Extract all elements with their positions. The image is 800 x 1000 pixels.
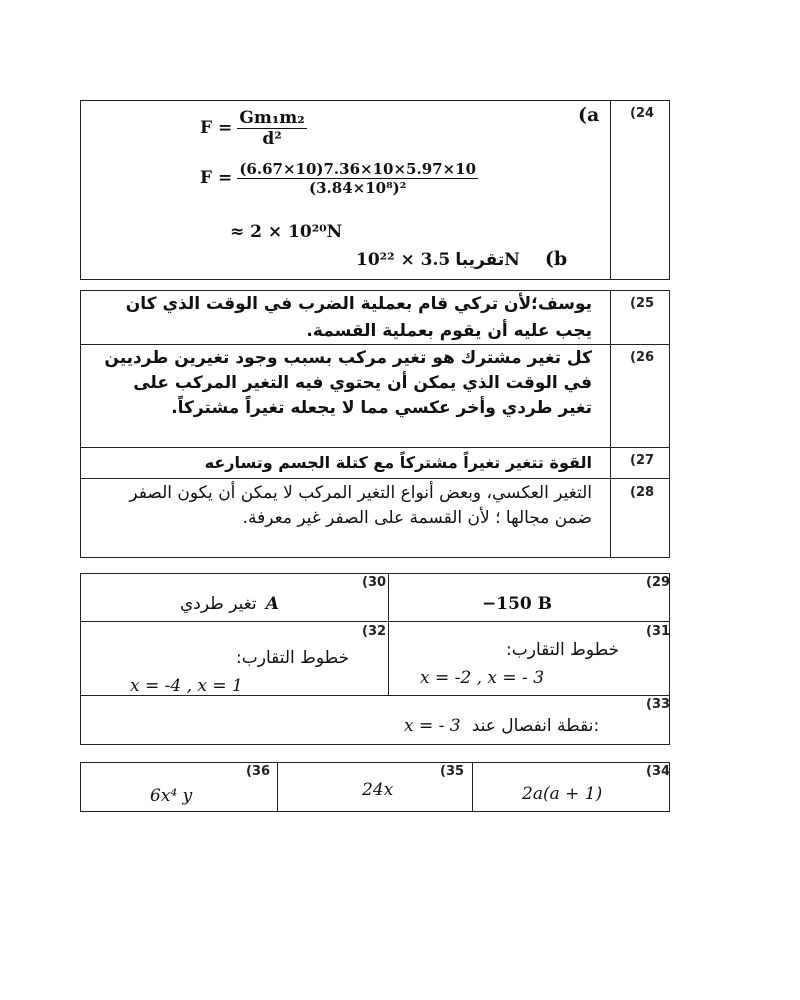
q24-divider: [610, 100, 611, 280]
q24-subst-numerator: (6.67×10)7.36×10×5.97×10: [239, 160, 477, 178]
q36-answer: 6x⁴ y: [150, 786, 193, 806]
q31-label: خطوط التقارب:: [506, 640, 620, 660]
q24-part-b-label: (b: [544, 248, 568, 270]
q30-choice: A: [265, 594, 279, 614]
q24-subst-denominator: (3.84×10⁸)²: [309, 179, 407, 197]
q33-number: (33: [646, 697, 671, 712]
q28-number: (28: [630, 485, 655, 500]
q24-formula-numerator: Gm₁m₂: [239, 108, 305, 128]
q28-answer: التغير العكسي، وبعض أنواع التغير المركب لا يمكن أن يكون الصفر ضمن مجالها ؛ لأن القسمة على الصفر غير معرفة.: [129, 483, 592, 528]
q24-substitution: [200, 160, 478, 197]
q32-number: (32: [362, 624, 387, 639]
q33-label: نقطة انفصال عند:: [471, 716, 600, 736]
q24-result-a: ≈ 2 × 10²⁰N: [230, 222, 343, 242]
q30-number: (30: [362, 575, 387, 590]
q24-part-a-label: (a: [578, 104, 600, 126]
q32-values: x = -4 , x = 1: [130, 676, 243, 696]
q25-28-divider: [610, 290, 611, 558]
q31-number: (31: [646, 624, 671, 639]
q24-formula-denominator: d²: [262, 129, 282, 149]
q36-number: (36: [246, 764, 271, 779]
q34-answer: 2a(a + 1): [522, 784, 603, 804]
q33-values: x = - 3: [404, 716, 461, 736]
q34-number: (34: [646, 764, 671, 779]
q27-bottom-line: [80, 478, 670, 479]
q24-formula-lhs: F =: [200, 118, 233, 138]
q27-number: (27: [630, 453, 655, 468]
q24-formula-fraction: [237, 108, 306, 149]
q29-answer: −150 B: [482, 594, 553, 614]
q33-answer-row: [404, 716, 599, 736]
q24-formula: [200, 108, 307, 149]
q24-result-b-word: تقريبا: [455, 250, 505, 270]
q29-33-center-divider: [388, 573, 389, 695]
q30-answer-row: [180, 594, 279, 614]
q25-answer: يوسف؛لأن تركي قام بعملية الضرب في الوقت الذي كان يجب عليه أن يقوم بعملية القسمة.: [125, 294, 592, 341]
q24-subst-lhs: F =: [200, 168, 233, 188]
q26-answer: كل تغير مشترك هو تغير مركب بسبب وجود تغيرين طرديين في الوقت الذي يمكن أن يحتوي فيه التغير المركب على تغير طردي وأخر عكسي مما لا يجعله تغيراً مشتركاً.: [104, 348, 592, 418]
q29-row-bottom: [80, 621, 670, 622]
q34-35-divider: [472, 762, 473, 812]
q26-number: (26: [630, 350, 655, 365]
q26-bottom-line: [80, 447, 670, 448]
q25-number: (25: [630, 296, 655, 311]
q29-number: (29: [646, 575, 671, 590]
q24-result-b-value: 3.5 × 10²²N: [356, 250, 520, 270]
q32-label: خطوط التقارب:: [236, 648, 350, 668]
q24-subst-fraction: [237, 160, 478, 197]
q35-answer: 24x: [362, 780, 394, 800]
q24-part-b-row: [350, 248, 567, 270]
q35-number: (35: [440, 764, 465, 779]
q24-number: (24: [630, 106, 655, 121]
q27-answer: القوة تتغير تغيراً مشتركاً مع كتلة الجسم وتسارعه: [204, 453, 592, 472]
q31-values: x = -2 , x = - 3: [420, 668, 545, 688]
q30-label: تغير طردي: [180, 594, 257, 614]
q35-36-divider: [277, 762, 278, 812]
